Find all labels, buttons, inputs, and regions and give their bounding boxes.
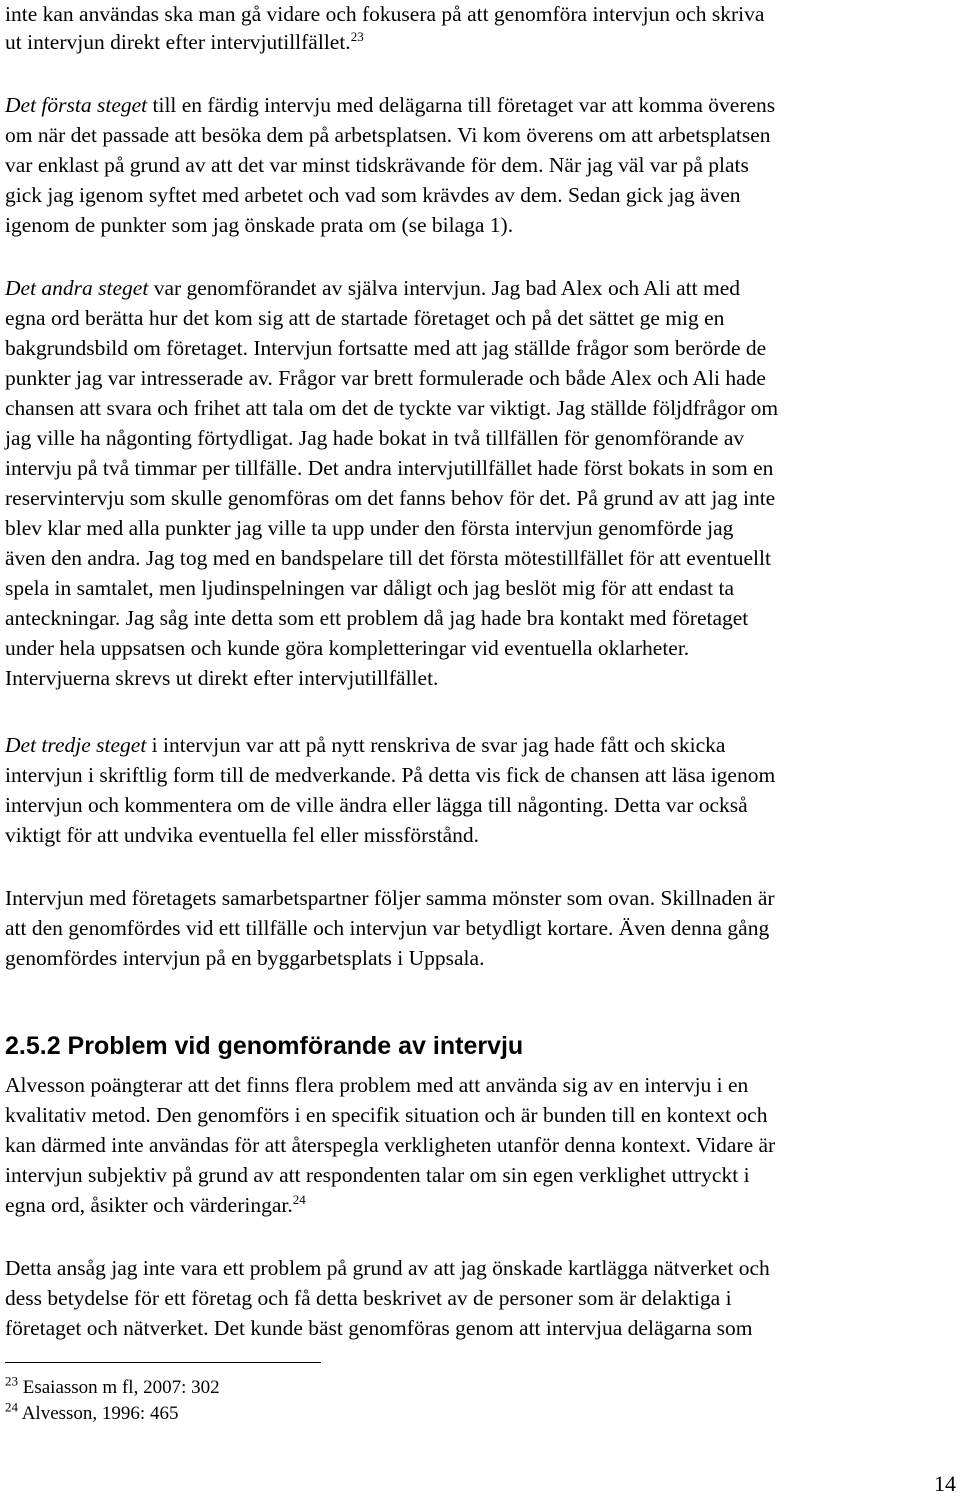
footnote-number: 23 [5,1373,18,1389]
body-line: under hela uppsatsen och kunde göra kompletteringar vid eventuella oklarheter. [5,636,690,660]
body-line: genomfördes intervjun på en byggarbetsplats i Uppsala. [5,946,485,970]
body-line: även den andra. Jag tog med en bandspelare till det första mötestillfället för att eventuellt [5,546,771,570]
body-line: kan därmed inte användas för att återspegla verkligheten utanför denna kontext. Vidare är [5,1133,776,1157]
body-line: intervjun i skriftlig form till de medverkande. På detta vis fick de chansen att läsa igenom [5,763,776,787]
body-line: Det första steget till en färdig intervju med delägarna till företaget var att komma överens [5,93,776,117]
footnote-ref-24: 24 [292,1191,306,1207]
body-line: punkter jag var intresserade av. Frågor var brett formulerade och både Alex och Ali hade [5,366,766,390]
footnote-divider [5,1362,321,1363]
body-line: att den genomfördes vid ett tillfälle och intervjun var betydligt kortare. Även denna gång [5,916,770,940]
body-line: egna ord berätta hur det kom sig att de startade företaget och på det sättet ge mig en [5,306,725,330]
body-line: företaget och nätverket. Det kunde bäst genomföras genom att intervjua delägarna som [5,1316,753,1340]
body-line: viktigt för att undvika eventuella fel eller missförstånd. [5,823,480,847]
body-line: anteckningar. Jag såg inte detta som ett problem då jag hade bra kontakt med företaget [5,606,749,630]
body-line: inte kan användas ska man gå vidare och fokusera på att genomföra intervjun och skriva [5,2,765,26]
body-line: jag ville ha någonting förtydligat. Jag hade bokat in två tillfällen för genomförande av [5,426,745,450]
body-line: Alvesson poängterar att det finns flera problem med att använda sig av en intervju i en [5,1073,749,1097]
italic-phrase: Det tredje steget [5,733,147,757]
body-line: intervjun subjektiv på grund av att respondenten talar om sin egen verklighet uttryckt i [5,1163,750,1187]
footnote-text: Alvesson, 1996: 465 [21,1403,179,1424]
footnote-24 [5,1399,179,1426]
body-line: dess betydelse för ett företag och få detta beskrivet av de personer som är delaktiga i [5,1286,732,1310]
body-line: intervjun och kommentera om de ville ändra eller lägga till någonting. Detta var också [5,793,748,817]
footnote-ref-23: 23 [350,28,364,44]
body-line: kvalitativ metod. Den genomförs i en specifik situation och är bunden till en kontext och [5,1103,768,1127]
body-line: reservintervju som skulle genomföras om det fanns behov för det. På grund av att jag inte [5,486,776,510]
body-line: gick jag igenom syftet med arbetet och vad som krävdes av dem. Sedan gick jag även [5,183,741,207]
italic-phrase: Det första steget [5,93,148,117]
footnote-23 [5,1373,220,1400]
body-line: om när det passade att besöka dem på arbetsplatsen. Vi kom överens om att arbetsplatsen [5,123,771,147]
body-line: Det tredje steget i intervjun var att på nytt renskriva de svar jag hade fått och skicka [5,733,726,757]
body-line: intervju på två timmar per tillfälle. Det andra intervjutillfället hade först bokats in som en [5,456,774,480]
body-line: spela in samtalet, men ljudinspelningen var dåligt och jag beslöt mig för att endast ta [5,576,735,600]
footnote-number: 24 [5,1399,18,1415]
body-line: egna ord, åsikter och värderingar.$^{24}$ [5,1191,306,1217]
section-heading: 2.5.2 Problem vid genomförande av intervju [5,1032,524,1060]
body-line: var enklast på grund av att det var minst tidskrävande för dem. När jag väl var på plats [5,153,749,177]
body-line: Det andra steget var genomförandet av själva intervjun. Jag bad Alex och Ali att med [5,276,740,300]
italic-phrase: Det andra steget [5,276,149,300]
body-line: ut intervjun direkt efter intervjutillfället.$^{23}$ [5,28,364,54]
body-line: chansen att svara och frihet att tala om det de tyckte var viktigt. Jag ställde följdfrågor om [5,396,779,420]
footnote-text: Esaiasson m fl, 2007: 302 [22,1377,220,1398]
page-number: 14 [934,1471,956,1496]
body-line: igenom de punkter som jag önskade prata om (se bilaga 1). [5,213,514,237]
body-line: Intervjuerna skrevs ut direkt efter intervjutillfället. [5,666,439,690]
body-line: blev klar med alla punkter jag ville ta upp under den första intervjun genomförde jag [5,516,734,540]
body-line: Intervjun med företagets samarbetspartner följer samma mönster som ovan. Skillnaden är [5,886,775,910]
body-line: bakgrundsbild om företaget. Intervjun fortsatte med att jag ställde frågor som berörde de [5,336,767,360]
body-line: Detta ansåg jag inte vara ett problem på grund av att jag önskade kartlägga nätverket och [5,1256,770,1280]
